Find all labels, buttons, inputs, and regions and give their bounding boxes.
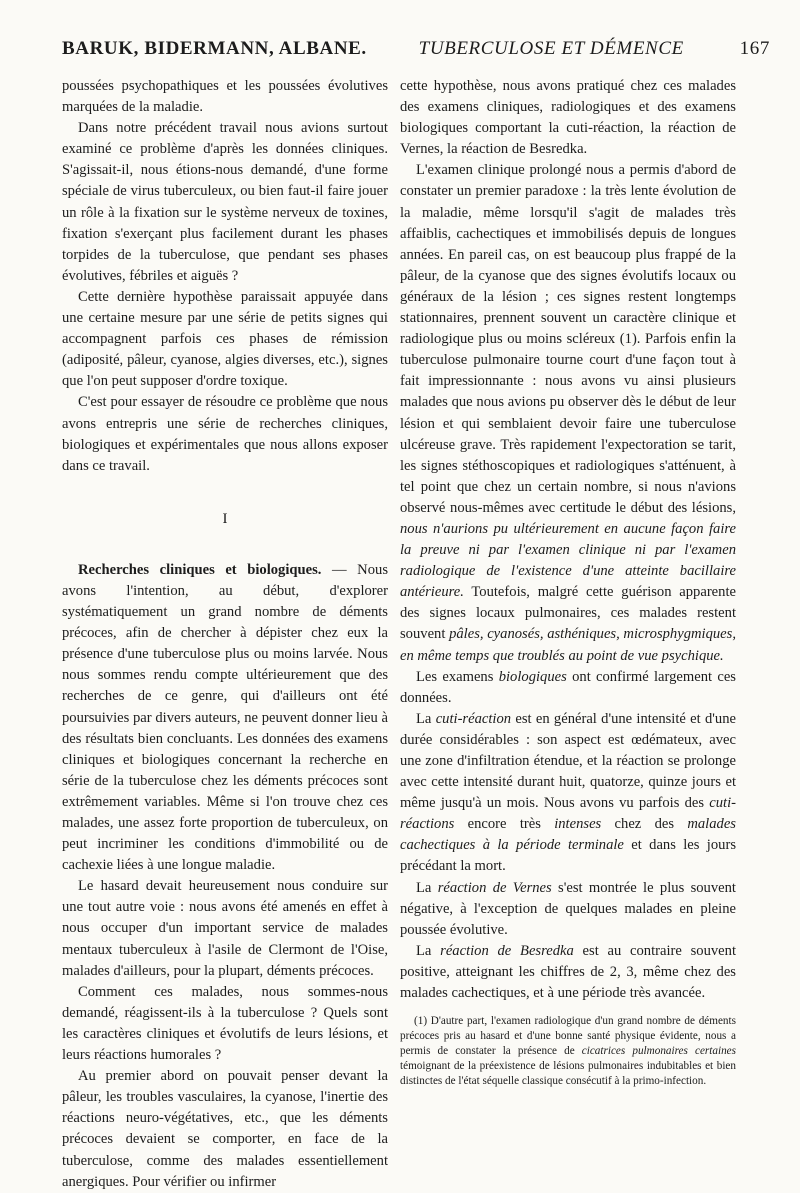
footnote-part: témoignant de la préexistence de lésions pulmonaires indubitables et bien distinctes de l'état séquelle classique consécutif à la primo-infection. [400, 1060, 736, 1088]
paragraph-text: est au contraire souvent positive, atteignant les chiffres de 2, 3, même chez des malades cachectiques, et à une période très avancée. [400, 942, 736, 1002]
section-numeral: I [222, 510, 228, 527]
paragraph-text: La [416, 879, 438, 896]
paragraph: Au premier abord on pouvait penser devant la pâleur, les troubles vasculaires, la cyanose, l'inertie des réactions neuro-végétatives, etc., que les déments précoces devaient se comporter, en face de la tuberculose, comme des malades essentiellement anergiques. Pour vérifier ou infirmer [62, 1068, 388, 1190]
paragraph: Dans notre précédent travail nous avions surtout examiné ce problème d'après les données cliniques. S'agissait-il, nous étions-nous demandé, d'une forme spéciale de virus tuberculeux, ou bien faut-il faire jouer un rôle à la fixation sur le système nerveux de toxines, fixation s'exerçant plus facilement durant les phases torpides de la tuberculose, que pendant ses phases évolutives, fébriles et aiguës ? [62, 120, 388, 284]
emphasis-text: nous n'aurions pu ultérieurement en aucune façon faire la preuve ni par l'examen clinique ni par l'examen radiologique de l'existence d'une atteinte bacillaire antérieure. [400, 520, 736, 601]
paragraph: poussées psychopathiques et les poussées évolutives marquées de la maladie. [62, 78, 388, 116]
paragraph-text: L'examen clinique prolongé nous a permis d'abord de constater un premier paradoxe : la très lente évolution de la maladie, même lorsqu'il s'agit de malades très affaiblis, cachectiques et immobilisés depuis de longues années. En pareil cas, on est beaucoup plus frappé de la pâleur, de la cyanose que des signes évolutifs locaux ou généraux de la lésion ; ces signes restent longtemps stationnaires, prennent souvent un caractère clinique et radiologique plus ou moins scléreux (1). Parfois enfin la tuberculose pulmonaire tourne court d'une façon tout à fait impressionnante : nous avons vu ainsi plusieurs malades que nous avions pu observer dès le début de leur lésion et qui semblaient devoir faire une tuberculose ulcéreuse grave. Très rapidement l'expectoration se tarit, les signes stéthoscopiques et radiologiques s'atténuent, à tel point que chez un certain nombre, si nous n'avions observé nous-mêmes avec certitude le début des lésions, [400, 162, 736, 516]
right-column [400, 76, 736, 1089]
header-authors: BARUK, BIDERMANN, ALBANE. [62, 38, 367, 59]
paragraph-text: et dans les jours précédant la mort. [400, 837, 736, 875]
emphasis-text: intenses [554, 816, 602, 833]
paragraph [400, 878, 736, 941]
paragraph-text: chez des [601, 816, 688, 833]
emphasis-text: réaction de Besredka [440, 942, 574, 959]
paragraph [62, 560, 388, 876]
header-page-number: 167 [739, 38, 770, 59]
footnote-emphasis: cicatrices pulmonaires certaines [581, 1045, 736, 1058]
paragraph: C'est pour essayer de résoudre ce problème que nous avons entrepris une série de recherches cliniques, biologiques et expérimentales que nous allons exposer dans ce travail. [62, 394, 388, 474]
emphasis-text: pâles, cyanosés, asthéniques, microsphygmiques, en même temps que troublés au point de vue psychique. [400, 626, 736, 664]
footnote-text [400, 1014, 736, 1089]
paragraph: Le hasard devait heureusement nous conduire sur une tout autre voie : nous avons été amenés en effet à nous occuper d'un important service de malades mentaux tuberculeux à l'asile de Clermont de l'Oise, malades d'ailleurs, pour la plupart, déments précoces. [62, 878, 388, 979]
paragraph-text: Les examens [416, 668, 499, 685]
footnote [400, 1014, 736, 1089]
running-header [62, 38, 770, 60]
paragraph-text: Toutefois, malgré cette guérison apparente des signes locaux pulmonaires, ces malades restent souvent [400, 584, 736, 643]
header-journal-title: TUBERCULOSE ET DÉMENCE [418, 38, 684, 59]
footnote-part: (1) D'autre part, l'examen radiologique d'un grand nombre de déments précoces pris au hasard et d'une bonne santé physique évidente, nous a permis de constater la présence de [400, 1015, 736, 1058]
paragraph [400, 941, 736, 1004]
emphasis-text: réaction de Vernes [437, 879, 552, 896]
emphasis-text: cuti-réaction [435, 710, 512, 727]
paragraph [400, 709, 736, 878]
paragraph-text: encore très [454, 816, 555, 833]
paragraph: Cette dernière hypothèse paraissait appuyée dans une certaine mesure par une série de petits signes qui accompagnent parfois ces phases de rémission (adiposité, pâleur, cyanose, algies diverses, etc.), signes que l'on peut supposer d'ordre toxique. [62, 288, 388, 390]
left-column [62, 76, 388, 1193]
section-heading: Recherches cliniques et biologiques. [78, 561, 322, 578]
paragraph [400, 667, 736, 709]
paragraph: Comment ces malades, nous sommes-nous demandé, réagissent-ils à la tuberculose ? Quels sont les caractères cliniques et évolutifs de leurs lésions, et leurs réactions humorales ? [62, 983, 388, 1064]
paragraph [400, 160, 736, 666]
paragraph: cette hypothèse, nous avons pratiqué chez ces malades des examens cliniques, radiologiques et des examens biologiques comportant la cuti-réaction, la réaction de Vernes, la réaction de Besredka. [400, 78, 736, 158]
paragraph-text: ont confirmé largement ces données. [400, 668, 736, 706]
paragraph-text: s'est montrée le plus souvent négative, à l'exception de quelques malades en pleine poussée évolutive. [400, 879, 736, 938]
emphasis-text: cuti-réactions [400, 795, 736, 833]
paragraph-text: La [416, 942, 441, 959]
paragraph-text: La [416, 710, 436, 727]
emphasis-text: malades cachectiques à la période terminale [400, 816, 736, 854]
paragraph-text: — Nous avons l'intention, au début, d'explorer systématiquement un grand nombre de déments précoces, afin de chercher à dépister chez eux la présence d'une tuberculose plus ou moins larvée. Nous nous sommes rendu compte ultérieurement que des recherches de ce genre, qui d'ailleurs ont été poursuivies par divers auteurs, ne peuvent donner lieu à des résultats bien concluants. Les données des examens cliniques et biologiques concernant la recherche en série de la tuberculose chez les déments précoces sont extrêmement variables. Même si l'on trouve chez ces malades, une assez forte proportion de tuberculeux, on peut incriminer les conditions d'immobilité ou de cachexie liées à une longue maladie. [62, 561, 388, 874]
paragraph-text: est en général d'une intensité et d'une durée considérables : son aspect est œdémateux, avec une zone d'infiltration étendue, et la réaction se prolonge avec cette intensité durant huit, quatorze, quinze jours et même jusqu'à un mois. Nous avons vu parfois des [400, 710, 736, 812]
emphasis-text: biologiques [498, 668, 567, 685]
